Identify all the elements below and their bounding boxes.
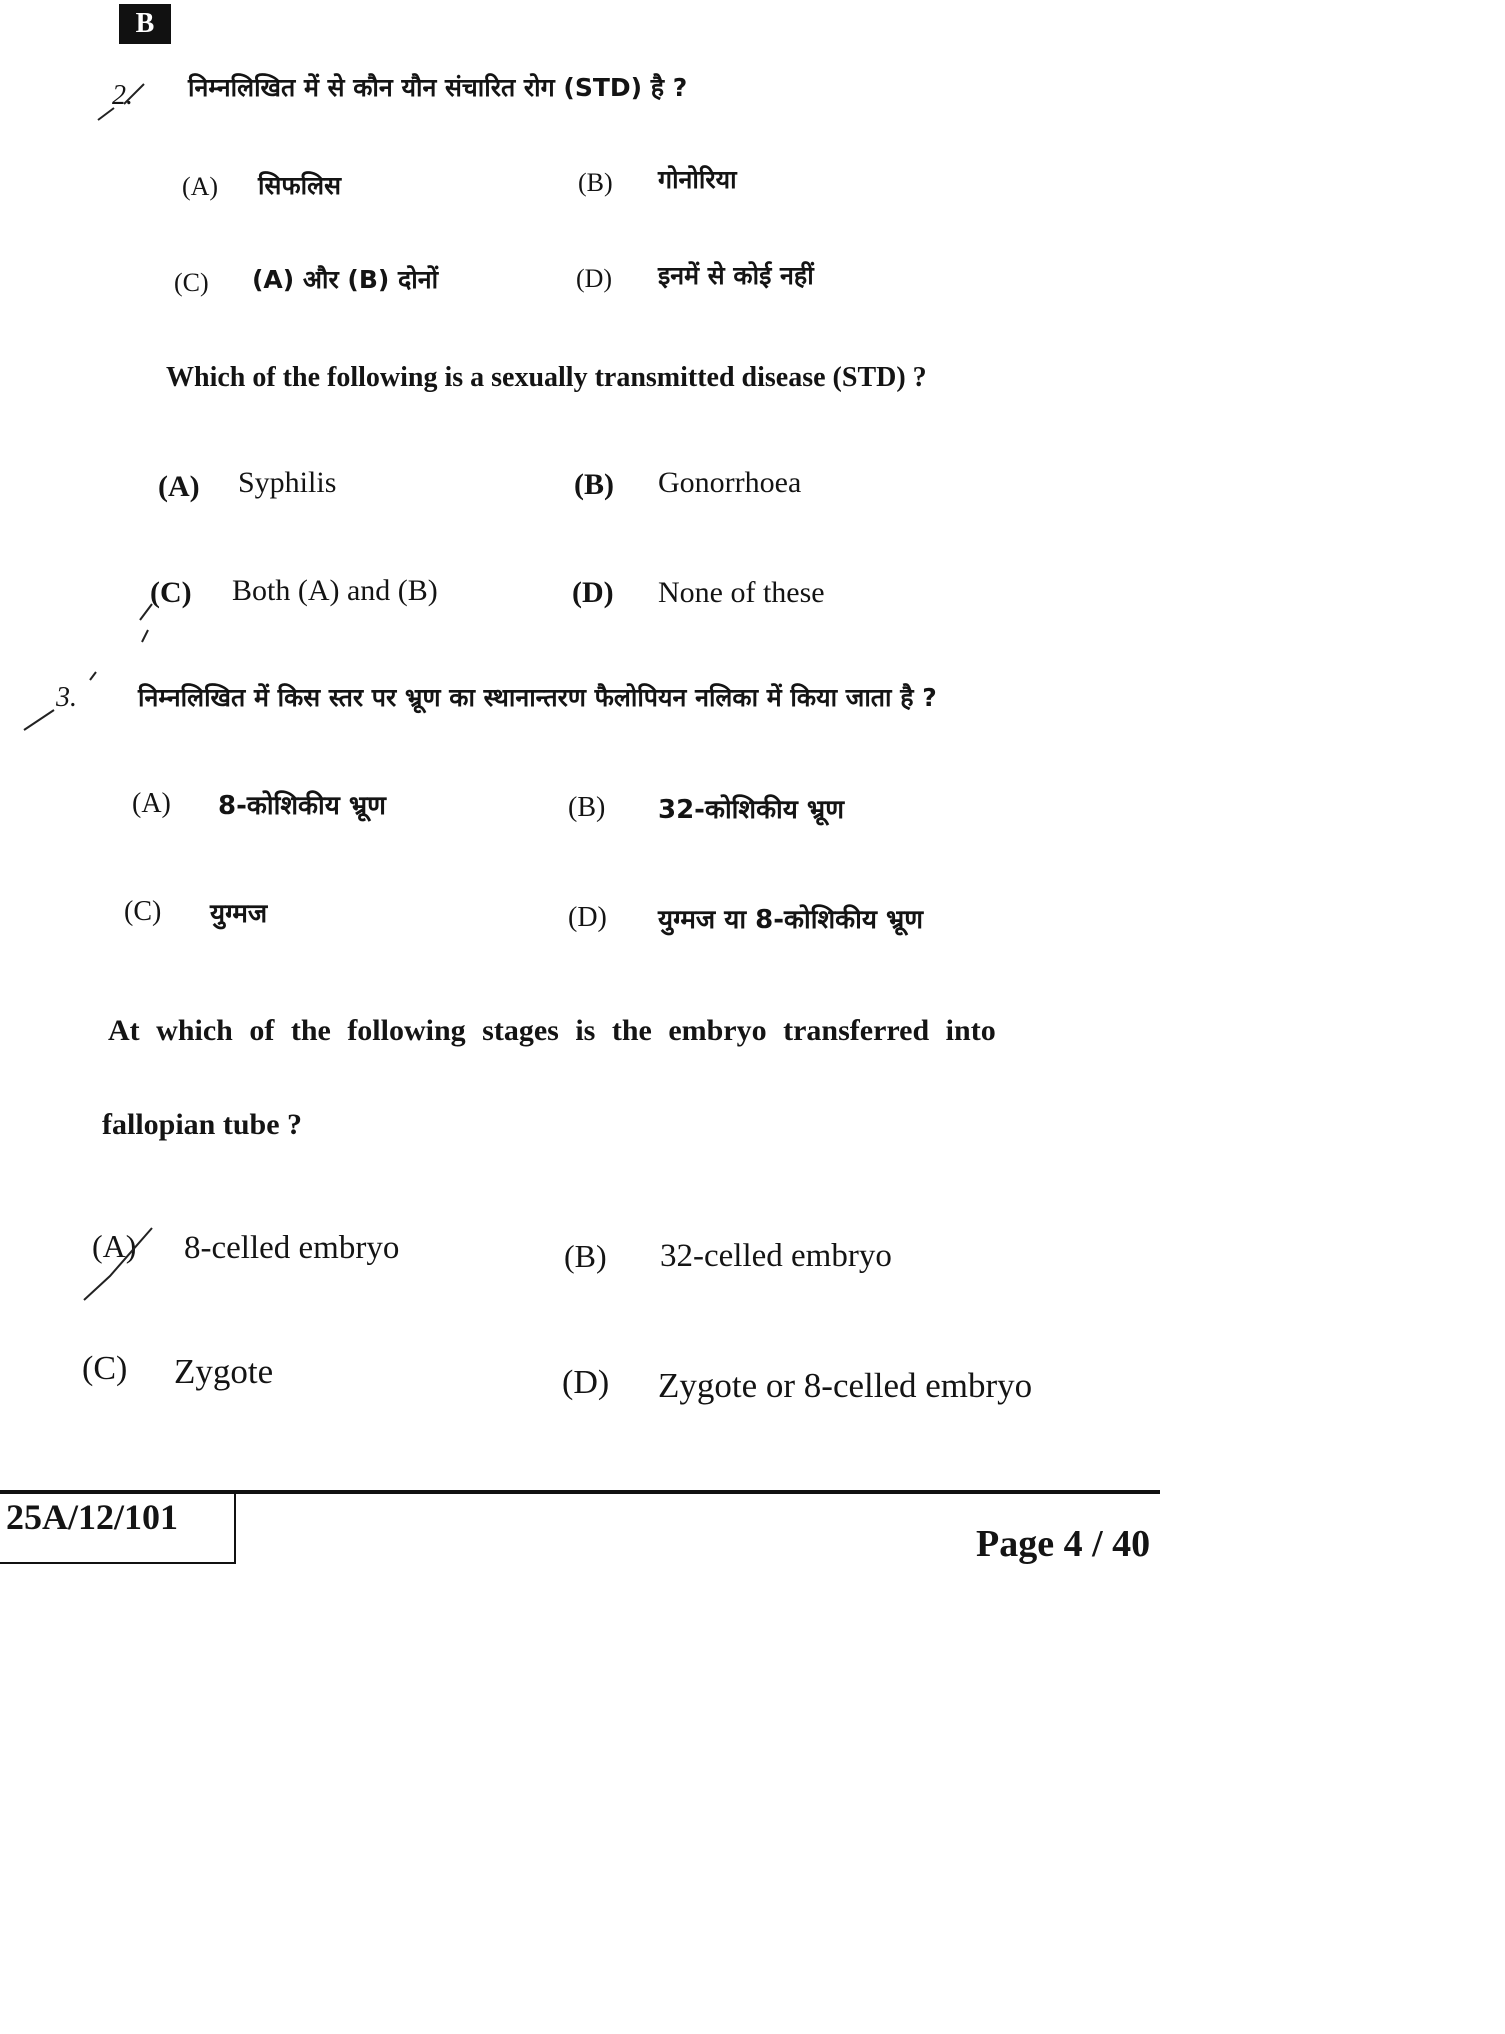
question-text-hindi: निम्नलिखित में किस स्तर पर भ्रूण का स्थानान्तरण फैलोपियन नलिका में किया जाता है ? — [138, 683, 937, 712]
option-text-english: None of these — [658, 576, 825, 609]
option-label: (C) — [124, 896, 162, 927]
option-label: (B) — [578, 168, 613, 197]
option-label: (B) — [564, 1238, 607, 1274]
paper-code: 25A/12/101 — [0, 1494, 236, 1564]
option-text-english: Both (A) and (B) — [232, 574, 438, 607]
option-label: (C) — [82, 1350, 128, 1387]
question-number: 2. — [112, 80, 133, 111]
option-label: (D) — [576, 264, 613, 293]
option-text-english: Syphilis — [238, 466, 337, 499]
option-text-hindi: युग्मज या 8-कोशिकीय भ्रूण — [658, 905, 924, 935]
option-label: (D) — [568, 902, 607, 933]
question-text-english: At which of the following stages is the embryo transferred into — [108, 1014, 996, 1047]
option-text-english: 32-celled embryo — [660, 1238, 892, 1274]
set-label-badge: B — [119, 4, 171, 44]
tick-mark — [94, 78, 154, 124]
option-label: (A) — [182, 172, 219, 201]
option-label: (D) — [572, 576, 614, 609]
option-label: (B) — [574, 468, 614, 501]
question-number: 3. — [56, 682, 77, 713]
option-label: (A) — [158, 470, 200, 503]
option-label: (B) — [568, 792, 606, 823]
option-text-hindi: 8-कोशिकीय भ्रूण — [218, 791, 386, 821]
option-text-english: Zygote or 8-celled embryo — [658, 1366, 1033, 1405]
option-text-hindi: (A) और (B) दोनों — [252, 265, 439, 294]
option-text-hindi: युग्मज — [210, 899, 268, 929]
page-number: Page 4 / 40 — [976, 1523, 1151, 1565]
option-text-english: Gonorrhoea — [658, 466, 802, 499]
option-text-hindi: इनमें से कोई नहीं — [658, 261, 814, 290]
option-label: (D) — [562, 1364, 610, 1401]
tick-mark — [134, 600, 164, 644]
option-label: (C) — [150, 576, 192, 609]
option-text-english: 8-celled embryo — [184, 1230, 400, 1266]
tick-mark — [20, 668, 104, 734]
question-text-english: Which of the following is a sexually transmitted disease (STD) ? — [166, 362, 927, 393]
question-text-english-continued: fallopian tube ? — [102, 1108, 303, 1141]
option-text-hindi: सिफलिस — [258, 171, 341, 200]
option-label: (A) — [132, 788, 171, 819]
tick-mark — [80, 1222, 160, 1304]
option-label: (C) — [174, 268, 209, 297]
option-text-english: Zygote — [174, 1352, 274, 1391]
option-text-hindi: 32-कोशिकीय भ्रूण — [658, 795, 844, 825]
option-label: (A) — [92, 1228, 137, 1264]
option-text-hindi: गोनोरिया — [658, 165, 737, 194]
question-text-hindi: निम्नलिखित में से कौन यौन संचारित रोग (STD) है ? — [188, 73, 688, 102]
